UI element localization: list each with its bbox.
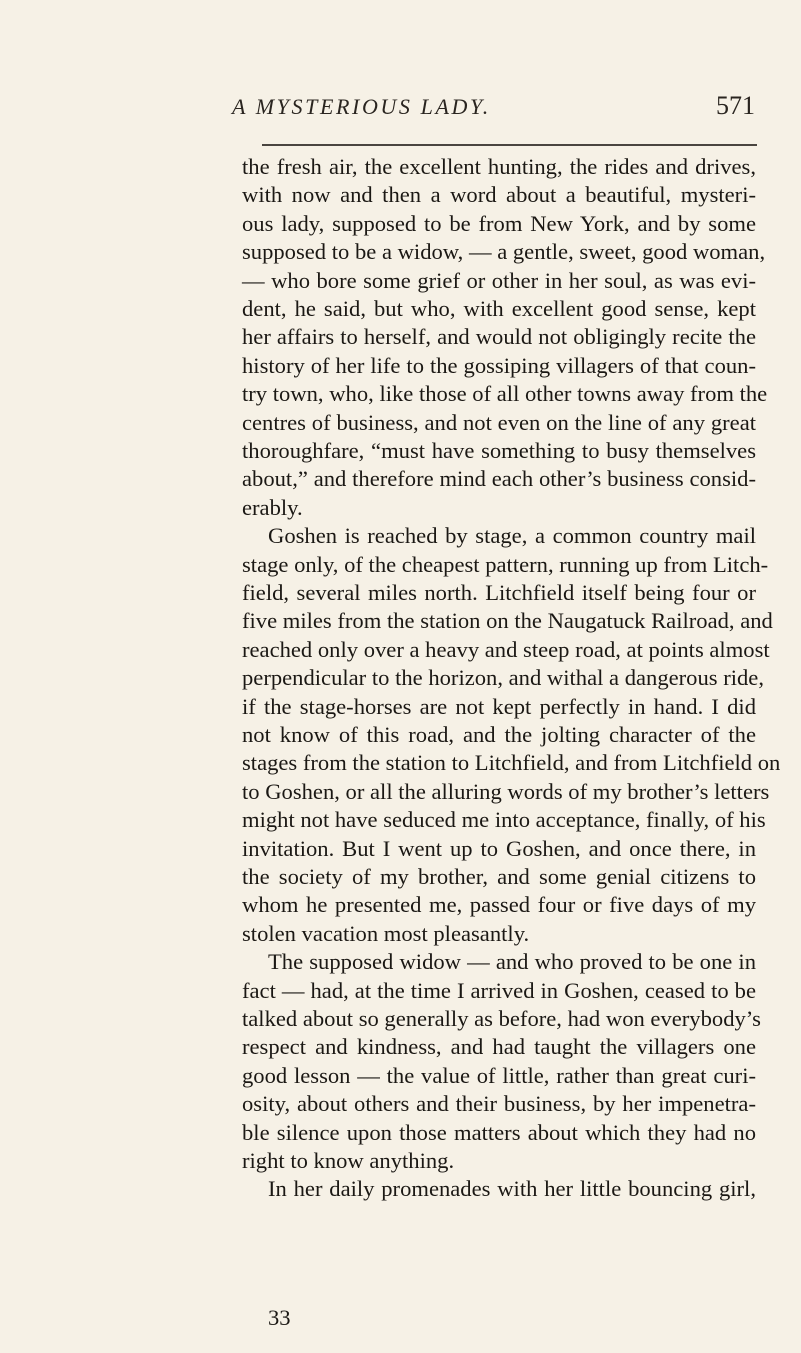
running-head — [0, 91, 801, 134]
text-line: — who bore some grief or other in her soul, as was evi- — [242, 267, 756, 293]
header-rule — [262, 144, 757, 146]
text-line: might not have seduced me into acceptance, finally, of his — [242, 807, 766, 833]
text-line: respect and kindness, and had taught the villagers one — [242, 1034, 756, 1060]
page-number: 571 — [716, 91, 755, 120]
text-line: her affairs to herself, and would not obligingly recite the — [242, 324, 756, 350]
text-line: ous lady, supposed to be from New York, and by some — [242, 210, 756, 236]
text-line: stolen vacation most pleasantly. — [242, 920, 530, 946]
signature-mark: 33 — [268, 1305, 291, 1330]
running-title: A MYSTERIOUS LADY. — [232, 94, 491, 119]
text-line: centres of business, and not even on the line of any great — [242, 409, 756, 435]
text-line: osity, about others and their business, by her impenetra- — [242, 1091, 756, 1117]
paragraph-start: The supposed widow — and who proved to be one in — [268, 949, 756, 975]
text-line: field, several miles north. Litchfield itself being four or — [242, 580, 756, 605]
paragraph-start: In her daily promenades with her little bouncing girl, — [268, 1176, 756, 1202]
text-line: whom he presented me, passed four or five days of my — [242, 892, 756, 918]
text-line: with now and then a word about a beautiful, mysteri- — [242, 182, 756, 208]
text-line: talked about so generally as before, had won everybody’s — [242, 1006, 761, 1031]
text-line: about,” and therefore mind each other’s business consid- — [242, 466, 756, 492]
text-line: reached only over a heavy and steep road, at points almost — [242, 636, 770, 662]
text-line: supposed to be a widow, — a gentle, sweet, good woman, — [242, 239, 766, 265]
text-line: dent, he said, but who, with excellent good sense, kept — [242, 296, 756, 321]
text-line: invitation. But I went up to Goshen, and once there, in — [242, 835, 756, 861]
text-line: ble silence upon those matters about which they had no — [242, 1119, 756, 1145]
text-line: not know of this road, and the jolting character of the — [242, 722, 756, 747]
text-line: thoroughfare, “must have something to busy themselves — [242, 438, 756, 463]
text-line: stage only, of the cheapest pattern, running up from Litch- — [242, 551, 769, 577]
text-line: right to know anything. — [242, 1148, 455, 1173]
text-line: the fresh air, the excellent hunting, the rides and drives, — [242, 154, 756, 179]
text-line: try town, who, like those of all other towns away from the — [242, 381, 768, 407]
text-line: perpendicular to the horizon, and withal a dangerous ride, — [242, 665, 764, 691]
text-line: fact — had, at the time I arrived in Goshen, ceased to be — [242, 977, 756, 1003]
text-line: stages from the station to Litchfield, and from Litchfield on — [242, 750, 781, 776]
text-line: history of her life to the gossiping villagers of that coun- — [242, 352, 756, 378]
text-line: the society of my brother, and some genial citizens to — [242, 864, 756, 889]
text-line: to Goshen, or all the alluring words of my brother’s letters — [242, 778, 770, 804]
text-line: good lesson — the value of little, rather than great curi- — [242, 1062, 756, 1088]
paragraph-start: Goshen is reached by stage, a common country mail — [268, 523, 756, 549]
text-line: erably. — [242, 494, 303, 520]
text-line: if the stage-horses are not kept perfectly in hand. I did — [242, 693, 756, 719]
text-line: five miles from the station on the Naugatuck Railroad, and — [242, 608, 773, 634]
